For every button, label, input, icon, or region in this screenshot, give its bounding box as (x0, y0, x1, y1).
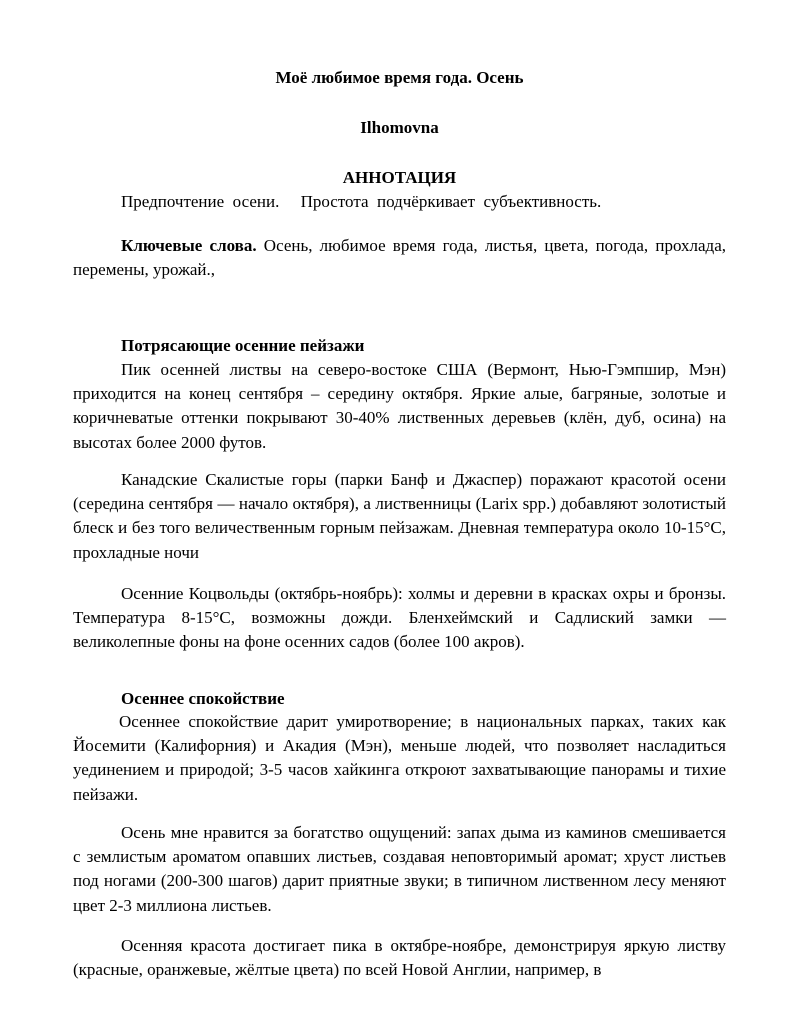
keywords-text: Осень, любимое время года, листья, цвета, погода, прохлада, перемены, урожай., (73, 236, 726, 280)
section1-heading: Потрясающие осенние пейзажи (121, 336, 365, 355)
section1-paragraph-3: Осенние Коцвольды (октябрь-ноябрь): холмы и деревни в красках охры и бронзы. Температура 8-15°C, возможны дожди. Бленхеймский и Садлиский замки — великолепные фоны на фоне осенних садов (более 100 акров). (73, 584, 726, 652)
keywords-paragraph (73, 234, 726, 282)
keywords-label: Ключевые слова. (121, 236, 257, 255)
document-author: Ilhomovna (360, 118, 439, 137)
section2-heading: Осеннее спокойствие (121, 689, 285, 708)
section1-paragraph-1: Пик осенней листвы на северо-востоке США (Вермонт, Нью-Гэмпшир, Мэн) приходится на конец сентября – середину октября. Яркие алые, багряные, золотые и коричневатые оттенки покрывают 30-40% лиственных деревьев (клён, дуб, осина) на высотах более 2000 футов. (73, 360, 726, 452)
section2-paragraph-2: Осень мне нравится за богатство ощущений: запах дыма из каминов смешивается с землистым ароматом опавших листьев, создавая неповторимый аромат; хруст листьев под ногами (200-300 шагов) дарит приятные звуки; в типичном лиственном лесу меняют цвет 2-3 миллиона листьев. (73, 823, 726, 915)
section2-paragraph-1: Осеннее спокойствие дарит умиротворение; в национальных парках, таких как Йосемити (Калифорния) и Акадия (Мэн), меньше людей, что позволяет насладиться уединением и природой; 3-5 часов хайкинга откроют захватывающие панорамы и тихие пейзажи. (73, 712, 726, 804)
section1-paragraph-2: Канадские Скалистые горы (парки Банф и Джаспер) поражают красотой осени (середина сентября — начало октября), а лиственницы (Larix spp.) добавляют золотистый блеск и без того величественным горным пейзажам. Дневная температура около 10-15°C, прохладные ночи (73, 470, 726, 562)
annotation-text: Предпочтение осени. Простота подчёркивает субъективность. (121, 192, 602, 211)
document-title: Моё любимое время года. Осень (275, 68, 524, 87)
section2-paragraph-3: Осенняя красота достигает пика в октябре-ноябре, демонстрируя яркую листву (красные, оранжевые, жёлтые цвета) по всей Новой Англии, например, в (73, 936, 726, 980)
annotation-heading: АННОТАЦИЯ (342, 168, 457, 187)
